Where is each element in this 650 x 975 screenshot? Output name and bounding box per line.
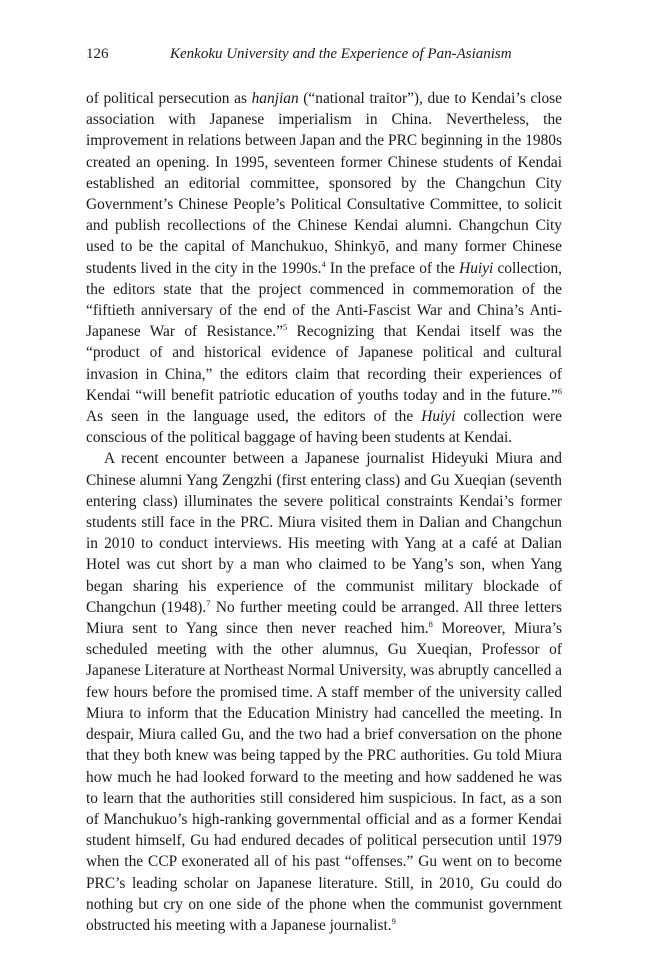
footnote-marker: 9 <box>391 915 396 926</box>
running-head <box>86 44 564 64</box>
text-run: As seen in the language used, the editors of the <box>86 408 422 426</box>
text-run: Moreover, Miura’s scheduled meeting with the other alumnus, Gu Xueqian, Professor of Japanese Literature at Northeast Normal University, was abruptly cancelled a few hours before the promised time. A staff member of the university called Miura to inform that the Education Ministry had cancelled the meeting. In despair, Miura called Gu, and the two had a brief conversation on the phone that they both knew was being tapped by the PRC authorities. Gu told Miura how much he had looked forward to the meeting and how saddened he was to learn that the authorities still considered him suspicious. In fact, as a son of Manchukuo’s high-ranking governmental official and as a former Kendai student himself, Gu had endured decades of political persecution until 1979 when the CCP exonerated all of his past “offenses.” Gu went on to become PRC’s leading scholar on Japanese literature. Still, in 2010, Gu could do nothing but cry on one side of the phone when the communist government obstructed his meeting with a Japanese journalist. <box>86 620 562 934</box>
text-run: No further meeting could be arranged. All three letters Miura sent to Yang since then never reached him. <box>86 598 563 638</box>
text-run: (“national traitor”), due to Kendai’s close association with Japanese imperialism in China. Nevertheless, the improvement in relations between Japan and the PRC beginning in the 1980s created an opening. In 1995, seventeen former Chinese students of Kendai established an editorial committee, sponsored by the Changchun City Government’s Chinese People’s Political Consultative Committee, to solicit and publish recollections of the Chinese Kendai alumni. Changchun City used to be the capital of Manchukuo, Shinkyō, and many former Chinese students lived in the city in the 1990s. <box>86 90 562 277</box>
text-run: In the preface of the <box>325 259 460 277</box>
text-run: A recent encounter between a Japanese journalist Hideyuki Miura and Chinese alumni Yang Zengzhi (first entering class) and Gu Xueqian (seventh entering class) illuminates the severe political constraints Kendai’s former students still face in the PRC. Miura visited them in Dalian and Changchun in 2010 to conduct interviews. His meeting with Yang at a café at Dalian Hotel was cut short by a man who claimed to be Yang’s son, when Yang began sharing his experience of the communist military blockade of Changchun (1948). <box>86 450 562 616</box>
footnote-marker: 6 <box>557 385 562 396</box>
paragraph-2 <box>86 448 562 936</box>
body-text <box>86 88 562 936</box>
footnote-marker: 4 <box>321 258 326 269</box>
footnote-marker: 7 <box>206 597 211 608</box>
footnote-marker: 5 <box>282 322 288 333</box>
text-run: Recognizing that Kendai itself was the “product of and historical evidence of Japanese political and cultural invasion in China,” the editors claim that recording their experiences of Kendai “will benefit patriotic education of youths today and in the future.” <box>86 323 562 404</box>
italic-title: Huiyi <box>459 259 494 277</box>
footnote-marker: 8 <box>428 619 433 630</box>
running-title: Kenkoku University and the Experience of Pan-Asianism <box>170 46 512 62</box>
page-number: 126 <box>86 46 109 62</box>
text-run: of political persecution as <box>86 90 252 107</box>
italic-title: Huiyi <box>421 408 456 426</box>
text-run: collection were conscious of the political baggage of having been students at Kendai. <box>86 408 563 447</box>
paragraph-1 <box>86 88 562 448</box>
italic-title: hanjian <box>251 90 299 107</box>
text-run: collection, the editors state that the project commenced in commemoration of the “fiftieth anniversary of the end of the Anti-Fascist War and China’s Anti-Japanese War of Resistance.” <box>86 259 563 341</box>
